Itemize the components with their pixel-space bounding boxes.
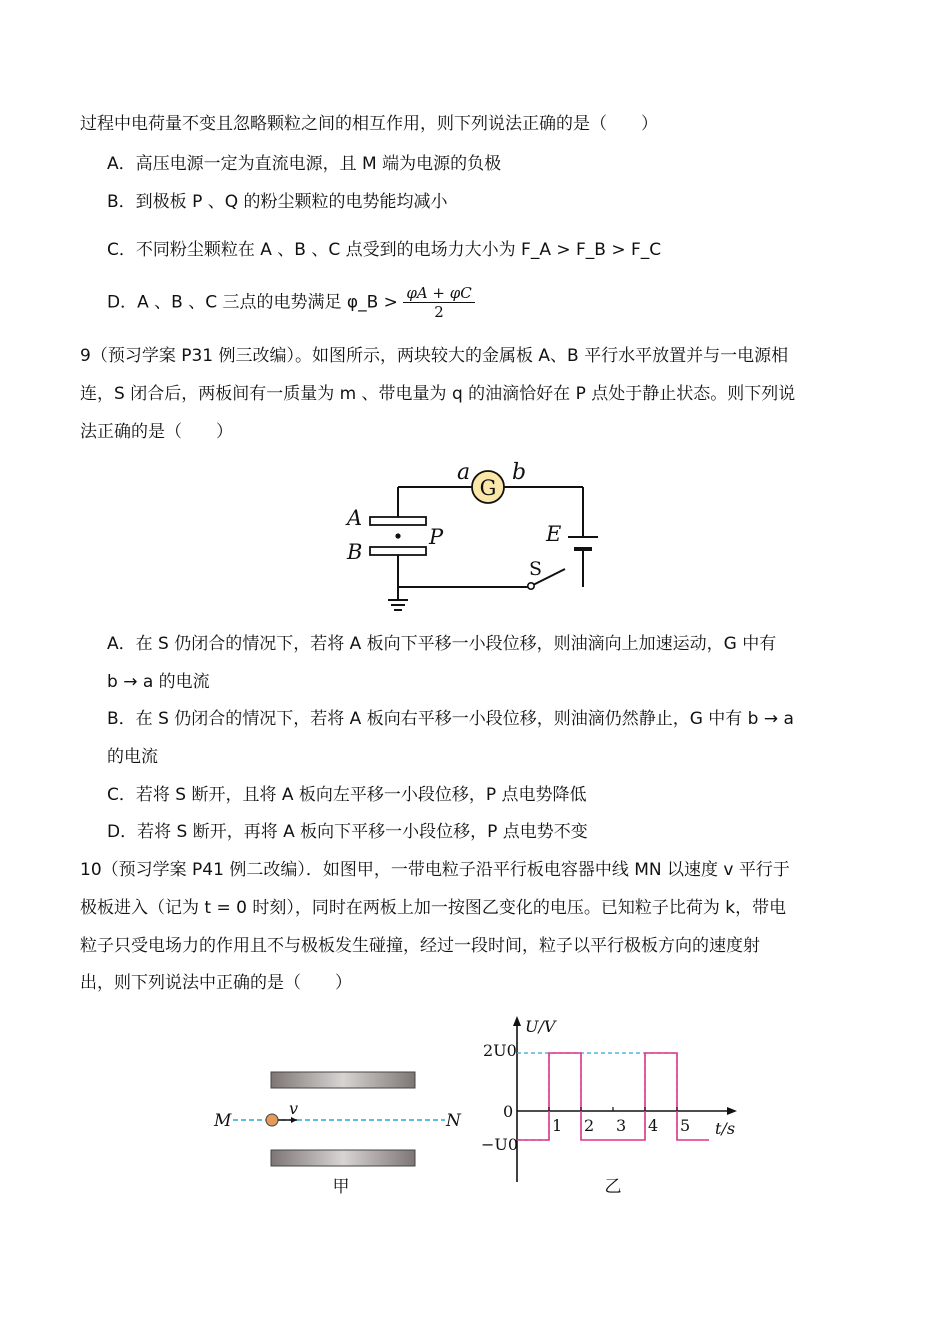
q10-stem-line-2: 极板进入（记为 t = 0 时刻），同时在两板上加一按图乙变化的电压。已知粒子比荷为 k，带电: [80, 898, 787, 918]
q9-stem-line-3: 法正确的是（ ）: [80, 422, 233, 442]
q8-option-a: A．高压电源一定为直流电源，且 M 端为电源的负极: [107, 154, 502, 174]
q10-figure-yi: [475, 1010, 745, 1200]
q8-option-c: C．不同粉尘颗粒在 A 、B 、C 点受到的电场力大小为 F_A > F_B > F_C: [107, 240, 662, 260]
q9-option-a-line-1: A．在 S 仍闭合的情况下，若将 A 板向下平移一小段位移，则油滴向上加速运动，G 中有: [107, 634, 777, 654]
q9-circuit-diagram: [330, 455, 630, 620]
q8-option-d-denominator: 2: [434, 303, 444, 321]
velocity-label: v: [289, 1099, 299, 1118]
oil-drop: [395, 533, 400, 538]
emf-label: E: [546, 522, 562, 546]
x-tick-label: 5: [680, 1116, 691, 1135]
plate-b-label: B: [347, 540, 363, 564]
plate-a-label: A: [347, 506, 363, 530]
point-p-label: P: [429, 525, 444, 549]
q10-stem-line-1: 10（预习学案 P41 例二改编）．如图甲，一带电粒子沿平行板电容器中线 MN 以速度 v 平行于: [80, 860, 790, 880]
q8-option-b: B．到极板 P 、Q 的粉尘颗粒的电势能均减小: [107, 192, 448, 212]
plate-a: [370, 517, 426, 525]
x-tick-label: 1: [552, 1116, 563, 1135]
q9-option-d: D．若将 S 断开，再将 A 板向下平移一小段位移，P 点电势不变: [107, 822, 588, 842]
plate-b: [370, 547, 426, 555]
figure-jia-caption: 甲: [332, 1177, 350, 1197]
upper-plate: [271, 1072, 415, 1088]
q8-option-d-fraction: [403, 284, 474, 321]
y-tick-zero: 0: [503, 1102, 514, 1121]
lower-plate: [271, 1150, 415, 1166]
x-tick-label: 4: [648, 1116, 659, 1135]
label-n: N: [446, 1111, 461, 1131]
q9-option-b-line-2: 的电流: [107, 747, 158, 767]
q9-option-b-line-1: B．在 S 仍闭合的情况下，若将 A 板向右平移一小段位移，则油滴仍然静止，G 中有 b → a: [107, 709, 794, 729]
y-tick-bottom: −U0: [481, 1135, 519, 1154]
x-tick-label: 3: [616, 1116, 627, 1135]
q10-stem-line-4: 出，则下列说法中正确的是（ ）: [80, 973, 352, 993]
q9-stem-line-2: 连，S 闭合后，两板间有一质量为 m 、带电量为 q 的油滴恰好在 P 点处于静止状态。则下列说: [80, 384, 796, 404]
q10-stem-line-3: 粒子只受电场力的作用且不与极板发生碰撞，经过一段时间，粒子以平行极板方向的速度射: [80, 936, 760, 956]
q9-stem-line-1: 9（预习学案 P31 例三改编）。如图所示，两块较大的金属板 A、B 平行水平放置并与一电源相: [80, 346, 789, 366]
x-tick-label: 2: [584, 1116, 595, 1135]
y-tick-top: 2U0: [483, 1041, 517, 1060]
q8-option-d-numerator: φA + φC: [403, 284, 474, 303]
figure-yi-caption: 乙: [604, 1177, 622, 1197]
q8-stem-tail: 过程中电荷量不变且忽略颗粒之间的相互作用，则下列说法正确的是（ ）: [80, 114, 658, 134]
label-m: M: [214, 1111, 232, 1131]
q8-option-d-text: D．A 、B 、C 三点的电势满足 φ_B >: [107, 292, 398, 313]
charged-particle: [266, 1114, 278, 1126]
node-b-label: b: [512, 460, 527, 485]
q8-option-d: [107, 284, 475, 321]
q9-option-c: C．若将 S 断开，且将 A 板向左平移一小段位移，P 点电势降低: [107, 785, 587, 805]
switch-label: S: [529, 558, 543, 580]
x-axis-label: t/s: [715, 1119, 736, 1138]
node-a-label: a: [457, 460, 471, 485]
q9-option-a-line-2: b → a 的电流: [107, 672, 210, 692]
q10-figure-jia: [205, 1068, 475, 1198]
galvanometer-label: G: [479, 476, 497, 500]
y-axis-label: U/V: [525, 1017, 556, 1036]
